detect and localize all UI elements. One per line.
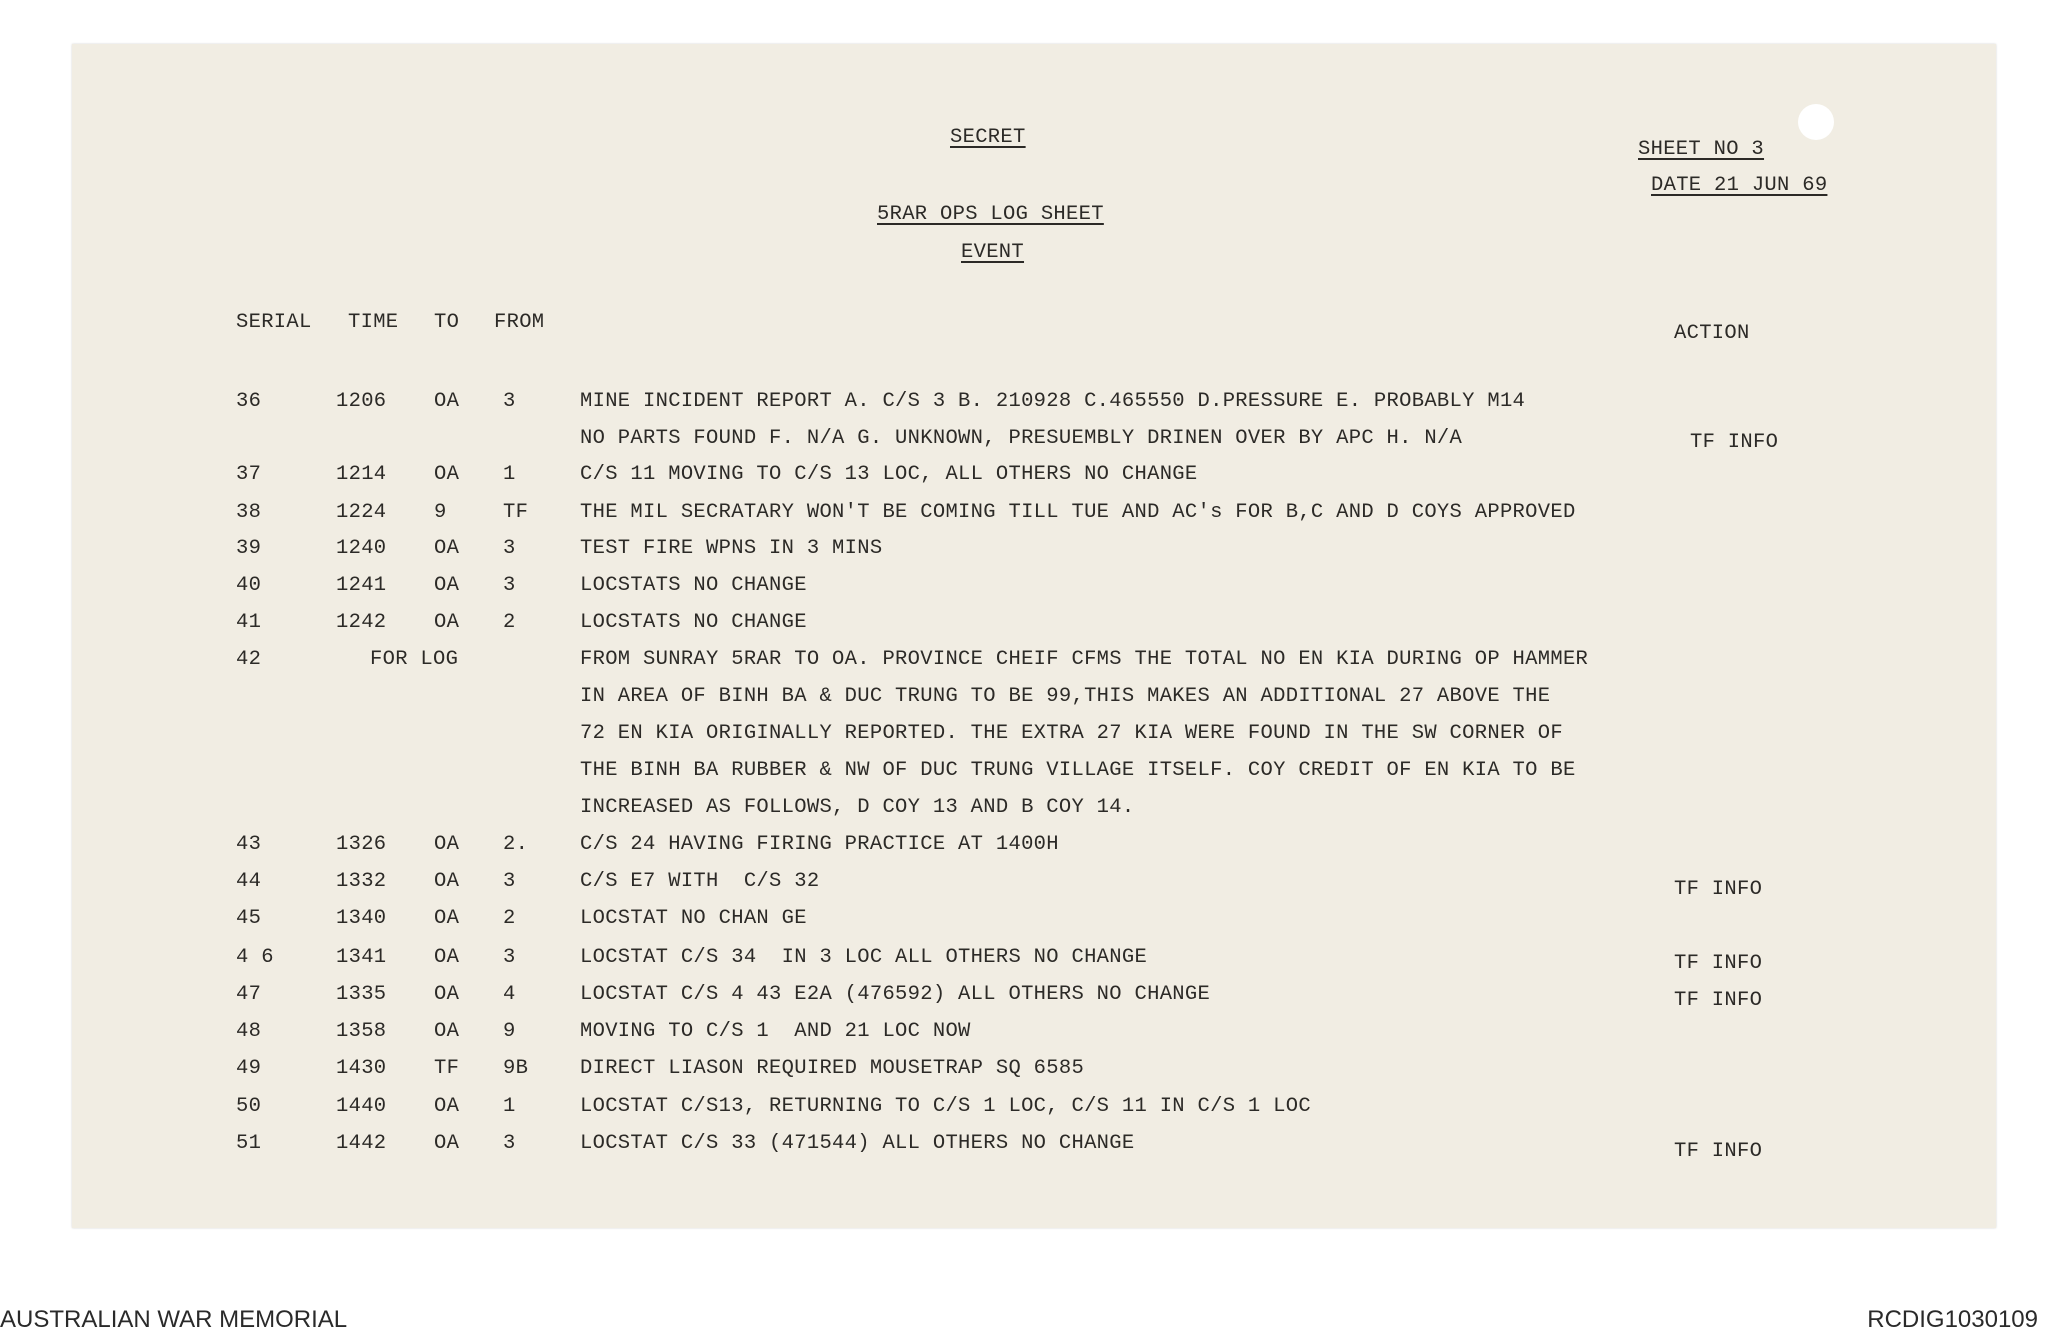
log-row — [0, 613, 2048, 643]
serial-cell: 4 6 — [236, 946, 274, 969]
serial-cell: 51 — [236, 1132, 262, 1155]
time-cell: 1240 — [336, 537, 387, 560]
sheet-number: SHEET NO 3 — [1638, 138, 1765, 161]
log-row — [0, 835, 2048, 865]
from-cell: 3 — [503, 1132, 516, 1155]
from-cell: 2 — [503, 907, 516, 930]
log-row — [0, 909, 2048, 939]
to-cell: OA — [434, 946, 460, 969]
log-row — [0, 503, 2048, 533]
log-row — [0, 576, 2048, 606]
action-cell: TF INFO — [1674, 989, 1763, 1012]
time-cell: 1214 — [336, 463, 387, 486]
serial-cell: 43 — [236, 833, 262, 856]
time-cell: 1224 — [336, 501, 387, 524]
page-title: 5RAR OPS LOG SHEET — [877, 203, 1104, 226]
serial-cell: 44 — [236, 870, 262, 893]
to-cell: OA — [434, 870, 460, 893]
time-cell: FOR LOG — [370, 648, 459, 671]
time-cell: 1326 — [336, 833, 387, 856]
to-cell: OA — [434, 833, 460, 856]
from-cell: TF — [503, 501, 529, 524]
event-cell: LOCSTATS NO CHANGE — [580, 574, 807, 597]
column-header-serial: SERIAL — [236, 311, 312, 334]
action-cell: TF INFO — [1674, 1140, 1763, 1163]
log-row — [0, 539, 2048, 569]
to-cell: OA — [434, 463, 460, 486]
log-row — [0, 724, 2048, 754]
to-cell: OA — [434, 907, 460, 930]
event-cell: LOCSTAT C/S 34 IN 3 LOC ALL OTHERS NO CHANGE — [580, 946, 1148, 969]
to-cell: OA — [434, 390, 460, 413]
from-cell: 9B — [503, 1057, 529, 1080]
log-row — [0, 761, 2048, 791]
time-cell: 1332 — [336, 870, 387, 893]
time-cell: 1430 — [336, 1057, 387, 1080]
to-cell: OA — [434, 1095, 460, 1118]
serial-cell: 38 — [236, 501, 262, 524]
serial-cell: 37 — [236, 463, 262, 486]
from-cell: 4 — [503, 983, 516, 1006]
log-row — [0, 392, 2048, 422]
to-cell: OA — [434, 537, 460, 560]
log-row — [0, 1059, 2048, 1089]
sheet-date: DATE 21 JUN 69 — [1651, 174, 1828, 197]
column-header-action: ACTION — [1674, 322, 1750, 345]
log-row — [0, 798, 2048, 828]
event-cell: TEST FIRE WPNS IN 3 MINS — [580, 537, 883, 560]
from-cell: 3 — [503, 870, 516, 893]
column-header-to: TO — [434, 311, 460, 334]
time-cell: 1442 — [336, 1132, 387, 1155]
from-cell: 3 — [503, 537, 516, 560]
classification-heading: SECRET — [950, 126, 1026, 149]
to-cell: OA — [434, 574, 460, 597]
event-cell: C/S 24 HAVING FIRING PRACTICE AT 1400H — [580, 833, 1059, 856]
time-cell: 1241 — [336, 574, 387, 597]
event-cell: MOVING TO C/S 1 AND 21 LOC NOW — [580, 1020, 971, 1043]
footer-record-id: RCDIG1030109 — [1867, 1306, 2038, 1333]
to-cell: OA — [434, 983, 460, 1006]
from-cell: 3 — [503, 390, 516, 413]
serial-cell: 40 — [236, 574, 262, 597]
event-cell: LOCSTAT C/S 33 (471544) ALL OTHERS NO CHANGE — [580, 1132, 1135, 1155]
serial-cell: 45 — [236, 907, 262, 930]
time-cell: 1440 — [336, 1095, 387, 1118]
time-cell: 1206 — [336, 390, 387, 413]
event-cell: C/S 11 MOVING TO C/S 13 LOC, ALL OTHERS NO CHANGE — [580, 463, 1198, 486]
event-cell: INCREASED AS FOLLOWS, D COY 13 AND B COY 14. — [580, 796, 1135, 819]
column-header-time: TIME — [348, 311, 399, 334]
from-cell: 1 — [503, 1095, 516, 1118]
event-cell: LOCSTAT C/S 4 43 E2A (476592) ALL OTHERS NO CHANGE — [580, 983, 1211, 1006]
to-cell: TF — [434, 1057, 460, 1080]
action-cell: TF INFO — [1690, 431, 1779, 454]
serial-cell: 48 — [236, 1020, 262, 1043]
serial-cell: 42 — [236, 648, 262, 671]
log-row — [0, 687, 2048, 717]
from-cell: 9 — [503, 1020, 516, 1043]
from-cell: 3 — [503, 574, 516, 597]
from-cell: 3 — [503, 946, 516, 969]
serial-cell: 49 — [236, 1057, 262, 1080]
event-cell: LOCSTAT C/S13, RETURNING TO C/S 1 LOC, C/S 11 IN C/S 1 LOC — [580, 1095, 1311, 1118]
event-cell: DIRECT LIASON REQUIRED MOUSETRAP SQ 6585 — [580, 1057, 1085, 1080]
punch-hole — [1798, 104, 1834, 140]
column-header-from: FROM — [494, 311, 545, 334]
event-heading: EVENT — [961, 241, 1025, 264]
event-cell: THE BINH BA RUBBER & NW OF DUC TRUNG VILLAGE ITSELF. COY CREDIT OF EN KIA TO BE — [580, 759, 1576, 782]
to-cell: OA — [434, 1132, 460, 1155]
to-cell: OA — [434, 1020, 460, 1043]
time-cell: 1341 — [336, 946, 387, 969]
time-cell: 1358 — [336, 1020, 387, 1043]
time-cell: 1340 — [336, 907, 387, 930]
serial-cell: 39 — [236, 537, 262, 560]
log-row — [0, 1022, 2048, 1052]
from-cell: 2 — [503, 611, 516, 634]
event-cell: IN AREA OF BINH BA & DUC TRUNG TO BE 99,THIS MAKES AN ADDITIONAL 27 ABOVE THE — [580, 685, 1551, 708]
time-cell: 1335 — [336, 983, 387, 1006]
event-cell: MINE INCIDENT REPORT A. C/S 3 B. 210928 C.465550 D.PRESSURE E. PROBABLY M14 — [580, 390, 1526, 413]
serial-cell: 47 — [236, 983, 262, 1006]
action-cell: TF INFO — [1674, 952, 1763, 975]
event-cell: THE MIL SECRATARY WON'T BE COMING TILL TUE AND AC's FOR B,C AND D COYS APPROVED — [580, 501, 1576, 524]
time-cell: 1242 — [336, 611, 387, 634]
log-row — [0, 465, 2048, 495]
serial-cell: 50 — [236, 1095, 262, 1118]
serial-cell: 41 — [236, 611, 262, 634]
from-cell: 2. — [503, 833, 529, 856]
event-cell: C/S E7 WITH C/S 32 — [580, 870, 820, 893]
event-cell: 72 EN KIA ORIGINALLY REPORTED. THE EXTRA 27 KIA WERE FOUND IN THE SW CORNER OF — [580, 722, 1563, 745]
log-row — [0, 1097, 2048, 1127]
serial-cell: 36 — [236, 390, 262, 413]
log-row — [0, 650, 2048, 680]
event-cell: FROM SUNRAY 5RAR TO OA. PROVINCE CHEIF CFMS THE TOTAL NO EN KIA DURING OP HAMMER — [580, 648, 1589, 671]
event-cell: LOCSTATS NO CHANGE — [580, 611, 807, 634]
event-cell: NO PARTS FOUND F. N/A G. UNKNOWN, PRESUEMBLY DRINEN OVER BY APC H. N/A — [580, 427, 1463, 450]
action-cell: TF INFO — [1674, 878, 1763, 901]
to-cell: 9 — [434, 501, 447, 524]
footer-institution: AUSTRALIAN WAR MEMORIAL — [0, 1306, 348, 1333]
from-cell: 1 — [503, 463, 516, 486]
to-cell: OA — [434, 611, 460, 634]
event-cell: LOCSTAT NO CHAN GE — [580, 907, 807, 930]
